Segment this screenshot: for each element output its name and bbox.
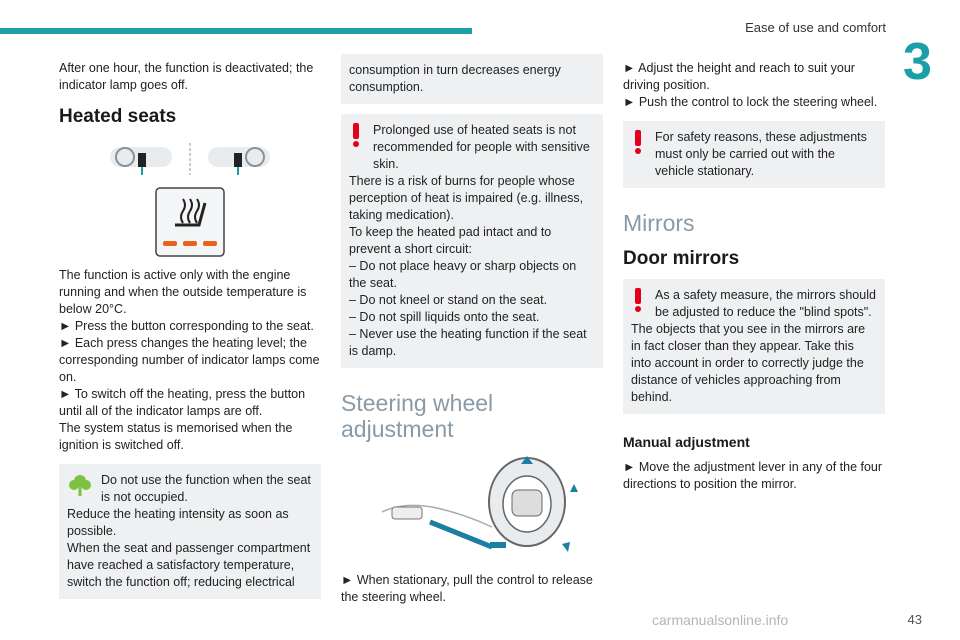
seat-layout-icon bbox=[105, 139, 275, 179]
heading-mirrors: Mirrors bbox=[623, 210, 695, 236]
warning-text: To keep the heated pad intact and to prevent a short circuit: bbox=[349, 225, 552, 256]
warning-text: For safety reasons, these adjustments must only be carried out with the vehicle stationary. bbox=[655, 130, 867, 178]
warning-text: – Do not place heavy or sharp objects on the seat. bbox=[349, 259, 577, 290]
steering-illustration bbox=[341, 452, 603, 562]
heading-door-mirrors: Door mirrors bbox=[623, 248, 740, 269]
warning-text: – Do not kneel or stand on the seat. bbox=[349, 293, 548, 307]
instruction-step: ► Each press changes the heating level; the corresponding number of indicator lamps come on. bbox=[59, 336, 320, 384]
warning-text: Prolonged use of heated seats is not recommended for people with sensitive skin. bbox=[373, 123, 590, 171]
warning-box bbox=[341, 114, 603, 368]
warning-text: There is a risk of burns for people whose perception of heat is impaired (e.g. illness, taking medication). bbox=[349, 174, 584, 222]
watermark: carmanualsonline.info bbox=[652, 612, 789, 628]
instruction-step: ► Push the control to lock the steering wheel. bbox=[623, 95, 878, 109]
section-title: Ease of use and comfort bbox=[745, 20, 886, 35]
note-text: Reduce the heating intensity as soon as possible. bbox=[67, 507, 289, 538]
heading-manual-adjustment: Manual adjustment bbox=[623, 434, 750, 450]
warning-text: – Do not spill liquids onto the seat. bbox=[349, 310, 540, 324]
steering-wheel-icon bbox=[352, 452, 592, 562]
paragraph: After one hour, the function is deactivated; the indicator lamp goes off. bbox=[59, 61, 314, 92]
column-1 bbox=[59, 60, 321, 599]
warning-text: – Never use the heating function if the seat is damp. bbox=[349, 327, 587, 358]
warning-exclamation-icon bbox=[349, 122, 363, 148]
warning-exclamation-icon bbox=[631, 287, 645, 313]
page-number: 43 bbox=[907, 612, 922, 627]
body-text bbox=[59, 267, 321, 454]
eco-tree-icon bbox=[67, 472, 93, 498]
paragraph: The system status is memorised when the ignition is switched off. bbox=[59, 421, 293, 452]
warning-exclamation-icon bbox=[631, 129, 645, 155]
instruction-step: ► Adjust the height and reach to suit your driving position. bbox=[623, 61, 855, 92]
header-accent-bar bbox=[0, 28, 472, 34]
instruction-step: ► When stationary, pull the control to release the steering wheel. bbox=[341, 573, 593, 604]
eco-note-box bbox=[59, 464, 321, 599]
note-text: consumption in turn decreases energy consumption. bbox=[349, 63, 561, 94]
heading-heated-seats: Heated seats bbox=[59, 106, 177, 127]
heated-seat-icon bbox=[155, 187, 225, 257]
heated-seat-button bbox=[59, 187, 321, 257]
seat-illustration bbox=[59, 139, 321, 179]
instruction-step: ► To switch off the heating, press the button until all of the indicator lamps are off. bbox=[59, 387, 306, 418]
note-text: When the seat and passenger compartment have reached a satisfactory temperature, switch the function off; reducing electrical bbox=[67, 541, 311, 589]
note-text: Do not use the function when the seat is not occupied. bbox=[101, 473, 311, 504]
warning-text: The objects that you see in the mirrors are in fact closer than they appear. Take this into account in order to correctly judge the distance of vehicles approaching from behind. bbox=[631, 322, 866, 404]
column-3 bbox=[623, 60, 885, 493]
instruction-step: ► Move the adjustment lever in any of the four directions to position the mirror. bbox=[623, 460, 883, 491]
eco-note-continued bbox=[341, 54, 603, 104]
warning-text: As a safety measure, the mirrors should be adjusted to reduce the "blind spots". bbox=[655, 288, 876, 319]
paragraph: The function is active only with the engine running and when the outside temperature is below 20°C. bbox=[59, 268, 307, 316]
warning-box bbox=[623, 121, 885, 188]
warning-box bbox=[623, 279, 885, 414]
column-2 bbox=[341, 60, 603, 606]
instruction-step: ► Press the button corresponding to the seat. bbox=[59, 319, 314, 333]
chapter-number: 3 bbox=[903, 33, 932, 91]
heading-steering-wheel-adjustment: Steering wheel adjustment bbox=[341, 390, 494, 442]
